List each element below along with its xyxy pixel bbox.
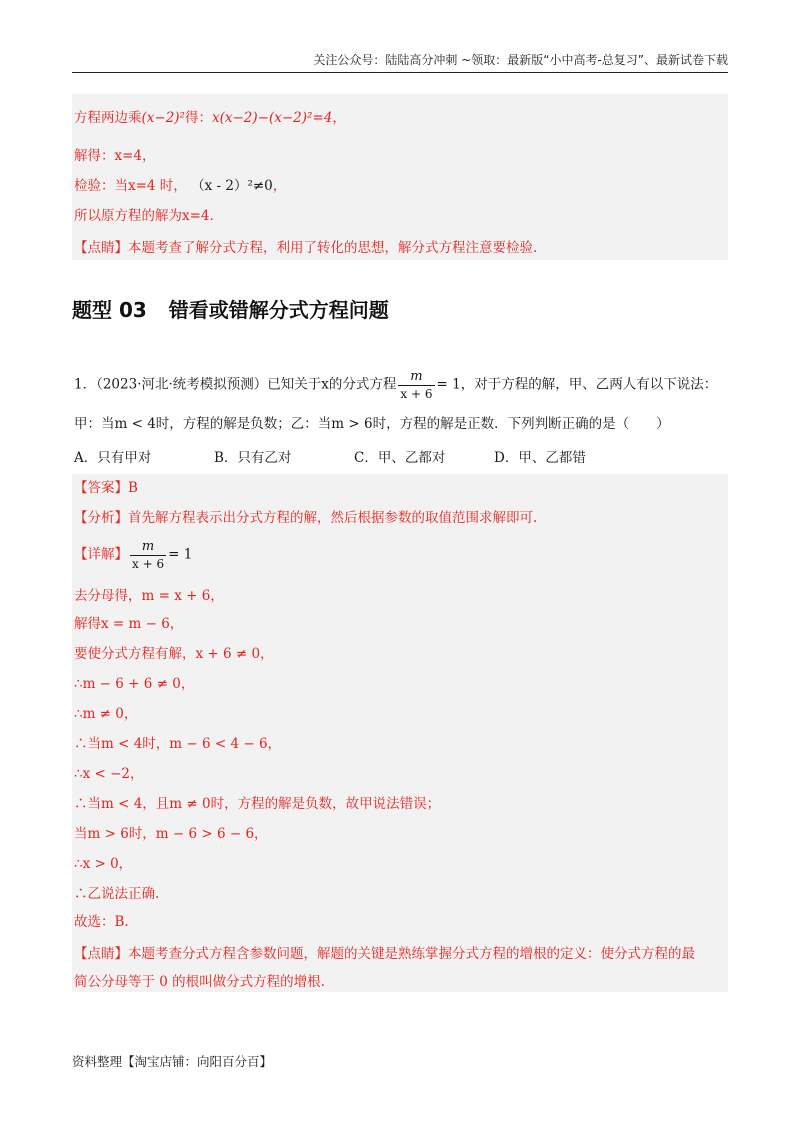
solution-text: 检验：当x=4 时， — [74, 178, 187, 194]
math-expr: (x−2)² — [141, 110, 185, 126]
section-label: 题型 03 — [72, 298, 147, 322]
detail-line — [74, 540, 192, 570]
section-heading — [72, 294, 389, 323]
page-header: 关注公众号：陆陆高分冲刺 ~领取：最新版“小中高考-总复习”、最新试卷下载 — [313, 53, 728, 67]
math-expr: （x - 2）²≠0 — [191, 178, 273, 194]
comment-line-2: 简公分母等于 0 的根叫做分式方程的增根. — [74, 974, 325, 990]
fraction-numerator: m — [141, 539, 155, 554]
fraction — [130, 540, 166, 570]
step-line: ∴x > 0， — [74, 856, 133, 872]
solution-line-4: 所以原方程的解为x=4. — [74, 208, 214, 224]
question-text: 1．（2023·河北·统考模拟预测）已知关于x的分式方程 — [74, 376, 397, 393]
option-a: A．只有甲对 — [74, 450, 152, 466]
math-equation: x(x−2)−(x−2)²=4 — [211, 110, 333, 126]
step-line: ∴乙说法正确. — [74, 886, 160, 902]
step-line: 要使分式方程有解，x + 6 ≠ 0， — [74, 646, 274, 662]
punct: ， — [272, 178, 287, 194]
comment-top: 【点睛】本题考查了解分式方程，利用了转化的思想，解分式方程注意要检验. — [74, 240, 538, 256]
step-line: ∴m − 6 + 6 ≠ 0， — [74, 676, 195, 692]
solution-line-2: 解得：x=4， — [74, 148, 156, 164]
solution-line-1 — [74, 108, 346, 128]
fraction-numerator: m — [410, 369, 423, 384]
step-line: ∴m ≠ 0， — [74, 706, 138, 722]
solution-line-3 — [74, 176, 286, 196]
math-expr: = 1 — [168, 546, 193, 563]
section-title: 错看或错解分式方程问题 — [168, 298, 389, 322]
question-text: = 1，对于方程的解，甲、乙两人有以下说法： — [436, 376, 718, 393]
step-line: 去分母得，m = x + 6， — [74, 588, 224, 604]
analysis-line: 【分析】首先解方程表示出分式方程的解，然后根据参数的取值范围求解即可. — [74, 510, 538, 526]
step-line: ∴当m < 4，且m ≠ 0时，方程的解是负数，故甲说法错误； — [74, 796, 441, 812]
question-line-1 — [74, 370, 717, 400]
detail-label: 【详解】 — [74, 546, 128, 563]
comment-line-1: 【点睛】本题考查分式方程含参数问题，解题的关键是熟练掌握分式方程的增根的定义：使分式方程的最 — [74, 946, 695, 962]
step-line: ∴当m < 4时，m − 6 < 4 − 6， — [74, 736, 282, 752]
option-c: C．甲、乙都对 — [354, 450, 446, 466]
step-line: 当m > 6时，m − 6 > 6 − 6， — [74, 826, 268, 842]
fraction-denominator: x + 6 — [132, 557, 165, 571]
step-line: 解得x = m − 6， — [74, 616, 184, 632]
punct: ， — [332, 110, 346, 126]
page-footer: 资料整理【淘宝店铺：向阳百分百】 — [72, 1054, 273, 1069]
step-line: 故选：B. — [74, 914, 129, 930]
option-b: B．只有乙对 — [214, 450, 292, 466]
header-rule — [72, 72, 728, 73]
fraction-denominator: x + 6 — [400, 387, 433, 401]
solution-text: 方程两边乘 — [74, 110, 142, 126]
question-line-2: 甲：当m < 4时，方程的解是负数；乙：当m > 6时，方程的解是正数．下列判断正确的是（ ） — [74, 416, 670, 432]
question-options — [74, 448, 634, 468]
step-line: ∴x < −2， — [74, 766, 144, 782]
option-d: D．甲、乙都错 — [494, 450, 586, 466]
fraction — [398, 370, 434, 400]
solution-text: 得： — [184, 110, 212, 126]
answer-line: 【答案】B — [74, 480, 138, 496]
